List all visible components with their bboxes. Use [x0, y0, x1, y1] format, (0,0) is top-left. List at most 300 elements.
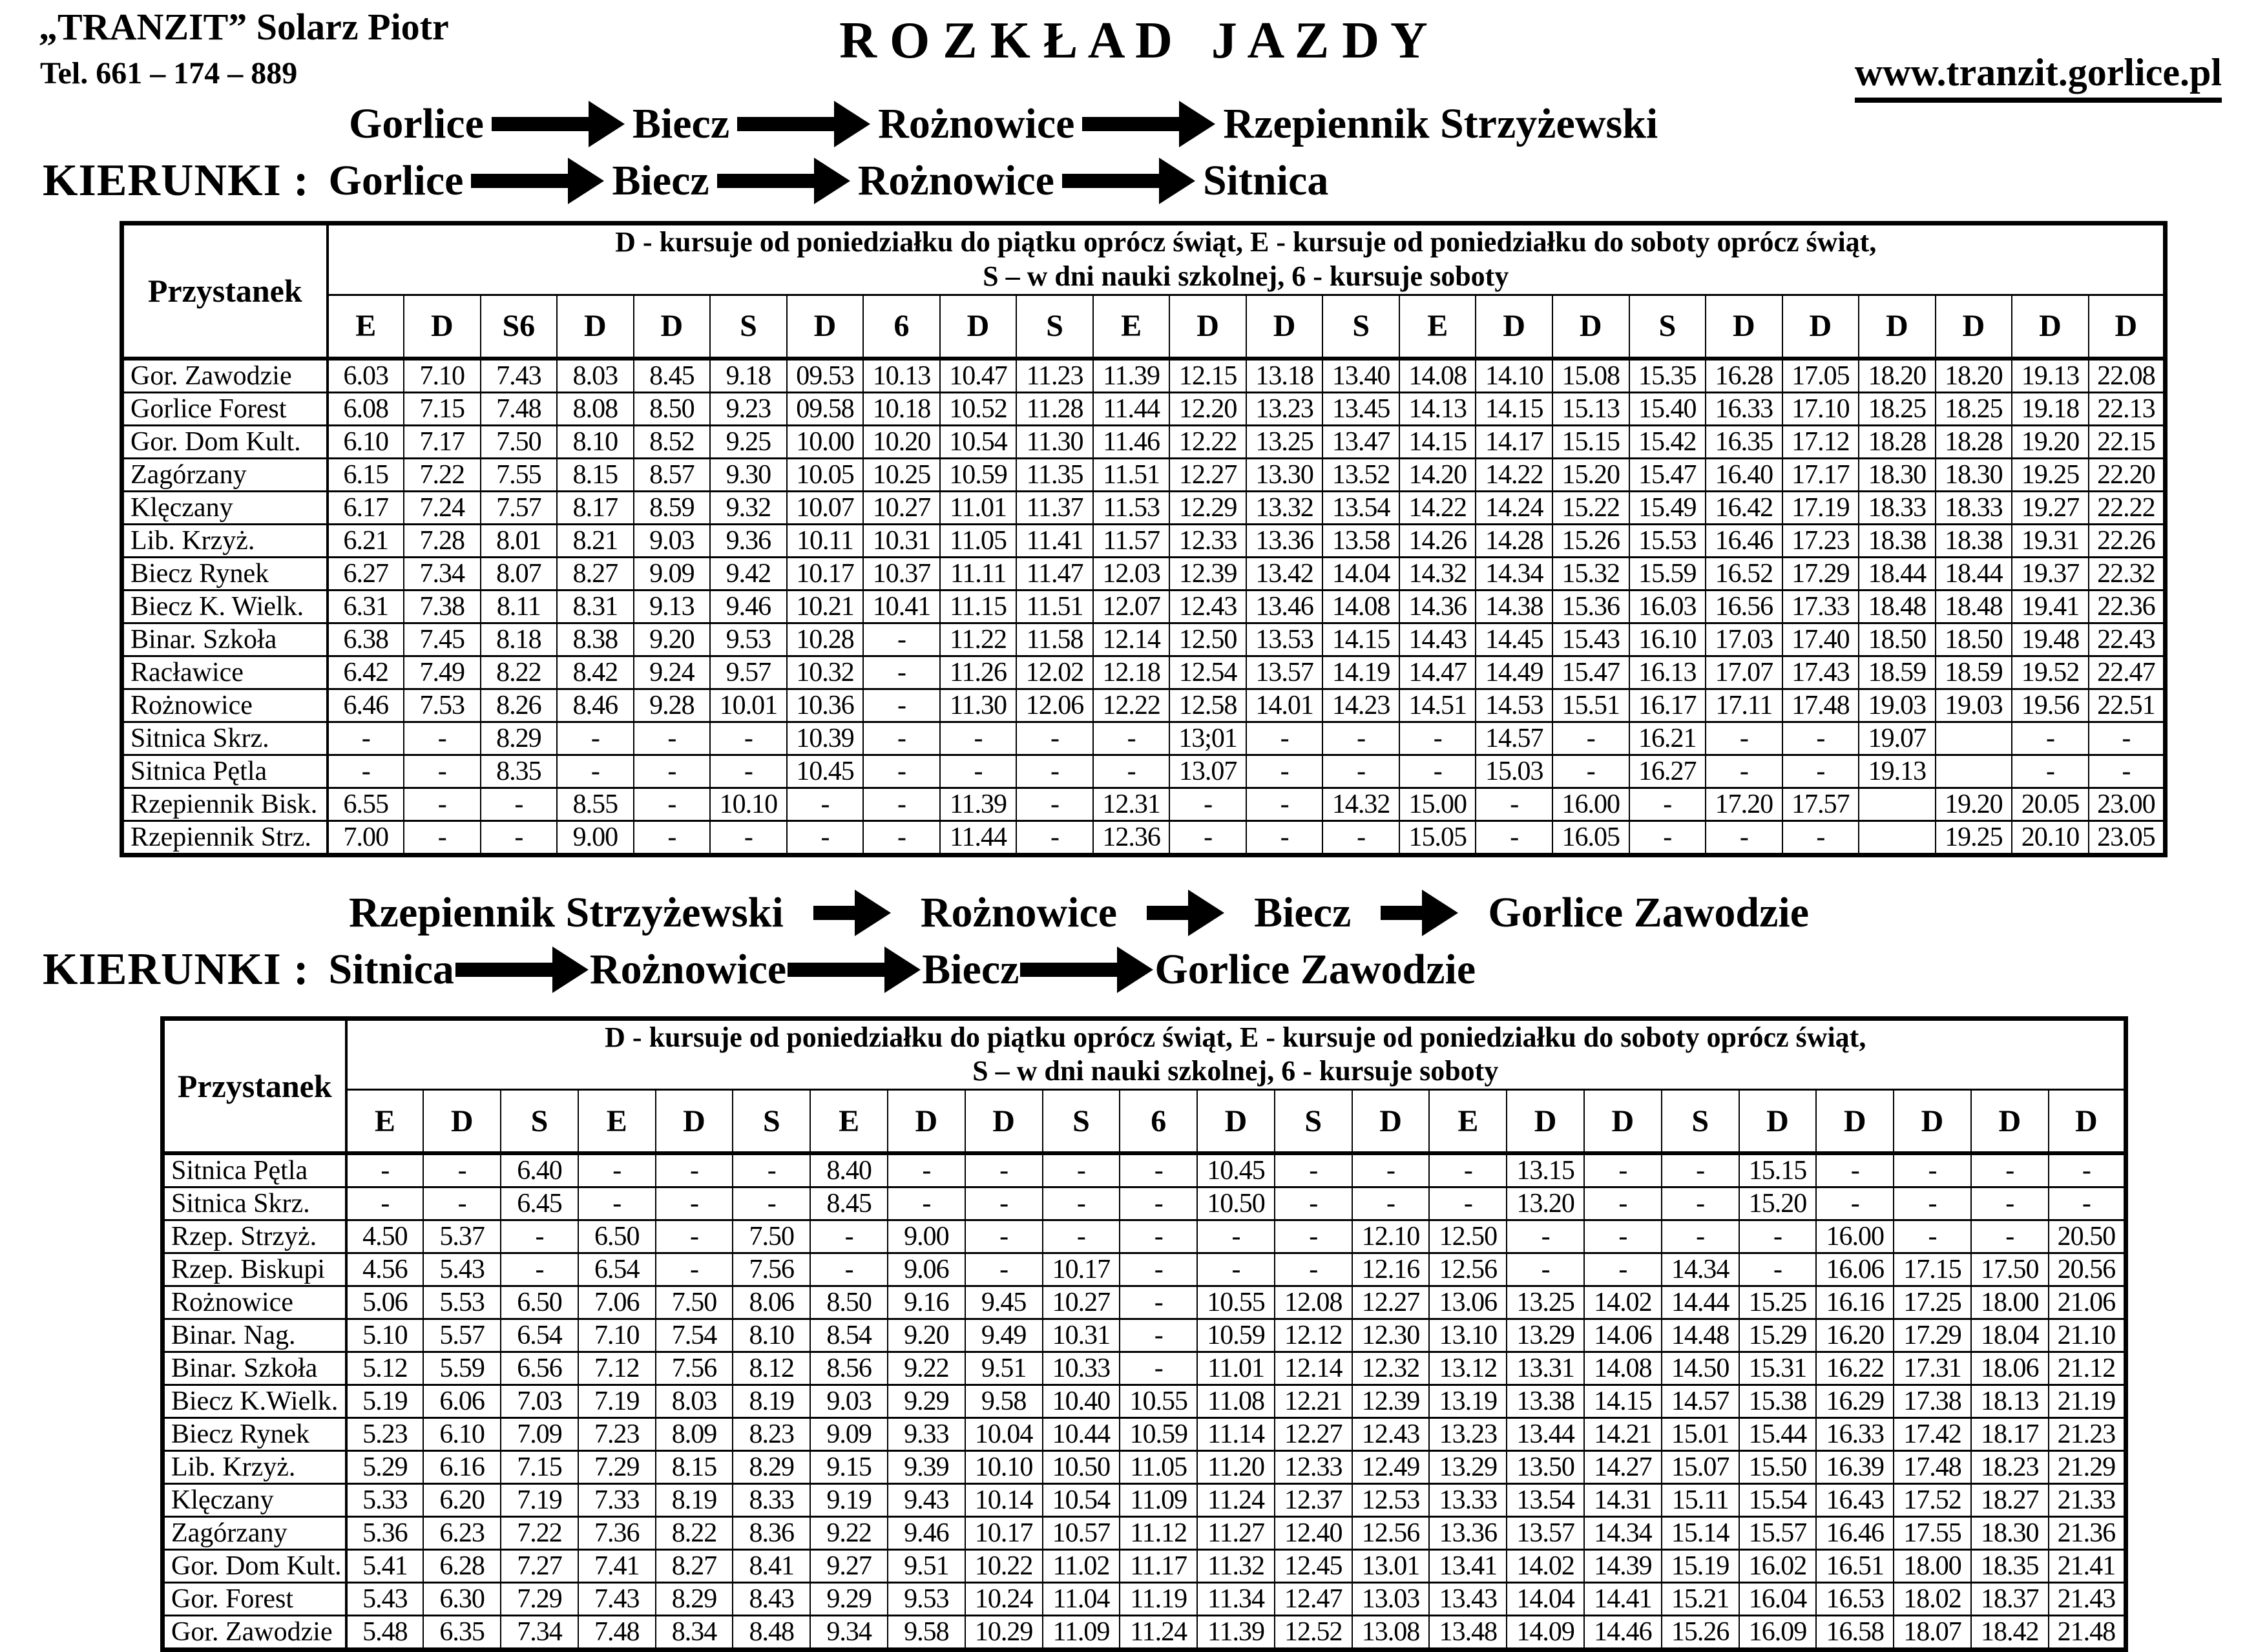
- timetable-row: [122, 590, 2166, 623]
- time-cell: 8.55: [557, 788, 634, 821]
- time-cell: 11.47: [1016, 557, 1093, 590]
- route-stop: Gorlice Zawodzie: [1488, 888, 1810, 936]
- timetable-row: [163, 1451, 2126, 1484]
- time-cell: -: [1739, 1253, 1817, 1286]
- time-cell: 5.59: [423, 1352, 501, 1385]
- time-cell: 13.31: [1507, 1352, 1584, 1385]
- time-cell: 16.28: [1706, 359, 1782, 393]
- time-cell: 17.40: [1782, 623, 1859, 656]
- time-cell: 12.45: [1275, 1550, 1352, 1583]
- timetable-row: [163, 1616, 2126, 1650]
- time-cell: -: [863, 689, 940, 722]
- stop-name: Sitnica Pętla: [163, 1153, 346, 1187]
- time-cell: 12.14: [1093, 623, 1170, 656]
- time-cell: 11.41: [1016, 524, 1093, 557]
- time-cell: 18.48: [1859, 590, 1936, 623]
- time-cell: -: [1043, 1153, 1120, 1187]
- kierunki-label: KIERUNKI :: [43, 944, 309, 994]
- time-cell: 5.43: [423, 1253, 501, 1286]
- time-cell: 16.33: [1706, 392, 1782, 425]
- time-cell: 12.33: [1169, 524, 1246, 557]
- time-cell: [1936, 755, 2012, 788]
- time-cell: -: [1246, 821, 1323, 855]
- time-cell: 12.56: [1429, 1253, 1507, 1286]
- time-cell: 14.19: [1322, 656, 1399, 689]
- time-cell: 6.28: [423, 1550, 501, 1583]
- time-cell: -: [1629, 788, 1706, 821]
- time-cell: 8.56: [810, 1352, 888, 1385]
- time-cell: 6.06: [423, 1385, 501, 1418]
- time-cell: 13.44: [1507, 1418, 1584, 1451]
- time-cell: 9.03: [810, 1385, 888, 1418]
- time-cell: 10.11: [787, 524, 864, 557]
- time-cell: 14.08: [1322, 590, 1399, 623]
- time-cell: 8.29: [733, 1451, 810, 1484]
- time-cell: 11.27: [1197, 1517, 1275, 1550]
- time-cell: 10.31: [863, 524, 940, 557]
- time-cell: 14.15: [1476, 392, 1552, 425]
- time-cell: 9.51: [888, 1550, 965, 1583]
- day-code-header: D: [1894, 1090, 1971, 1154]
- time-cell: 15.01: [1662, 1418, 1739, 1451]
- time-cell: -: [1120, 1253, 1197, 1286]
- time-cell: 14.08: [1584, 1352, 1662, 1385]
- time-cell: 16.17: [1629, 689, 1706, 722]
- time-cell: -: [1706, 722, 1782, 755]
- stop-name: Gor. Dom Kult.: [122, 425, 328, 458]
- time-cell: 9.09: [810, 1418, 888, 1451]
- timetable-row: [163, 1583, 2126, 1616]
- time-cell: 7.54: [656, 1319, 733, 1352]
- arrow-right-icon: [1381, 890, 1458, 936]
- time-cell: 8.19: [656, 1484, 733, 1517]
- time-cell: 10.07: [787, 491, 864, 524]
- timetable-row: [163, 1517, 2126, 1550]
- time-cell: 7.12: [578, 1352, 656, 1385]
- time-cell: 13.54: [1507, 1484, 1584, 1517]
- time-cell: 23.00: [2089, 788, 2166, 821]
- time-cell: 18.35: [1971, 1550, 2049, 1583]
- time-cell: 18.33: [1936, 491, 2012, 524]
- time-cell: 5.41: [346, 1550, 424, 1583]
- time-cell: 10.41: [863, 590, 940, 623]
- time-cell: 16.40: [1706, 458, 1782, 491]
- time-cell: 5.23: [346, 1418, 424, 1451]
- time-cell: 10.24: [965, 1583, 1043, 1616]
- time-cell: -: [1584, 1253, 1662, 1286]
- time-cell: 6.30: [423, 1583, 501, 1616]
- time-cell: 20.56: [2049, 1253, 2126, 1286]
- time-cell: 18.07: [1894, 1616, 1971, 1650]
- time-cell: -: [863, 623, 940, 656]
- time-cell: 18.30: [1859, 458, 1936, 491]
- legend-line-1: D - kursuje od poniedziałku do piątku oprócz świąt, E - kursuje od poniedziałku do soboty oprócz świąt,: [605, 1021, 1866, 1053]
- route-stop: Sitnica: [1202, 157, 1329, 204]
- time-cell: 5.37: [423, 1220, 501, 1253]
- time-cell: 10.20: [863, 425, 940, 458]
- time-cell: 6.10: [328, 425, 404, 458]
- time-cell: 13.15: [1507, 1153, 1584, 1187]
- time-cell: 13.12: [1429, 1352, 1507, 1385]
- time-cell: 13.29: [1507, 1319, 1584, 1352]
- time-cell: 16.09: [1739, 1616, 1817, 1650]
- time-cell: 12.49: [1352, 1451, 1430, 1484]
- stop-name: Racławice: [122, 656, 328, 689]
- time-cell: -: [1120, 1187, 1197, 1220]
- time-cell: -: [1120, 1319, 1197, 1352]
- time-cell: -: [656, 1187, 733, 1220]
- time-cell: 15.15: [1552, 425, 1629, 458]
- page-header: [0, 0, 2267, 97]
- time-cell: 9.51: [965, 1352, 1043, 1385]
- time-cell: 21.48: [2049, 1616, 2126, 1650]
- day-code-header: D: [423, 1090, 501, 1154]
- time-cell: -: [1197, 1220, 1275, 1253]
- time-cell: -: [1662, 1220, 1739, 1253]
- time-cell: 8.22: [481, 656, 558, 689]
- time-cell: 8.03: [557, 359, 634, 393]
- time-cell: 18.42: [1971, 1616, 2049, 1650]
- time-cell: -: [1662, 1187, 1739, 1220]
- route-stop: Rożnowice: [589, 945, 787, 993]
- stop-name: Gor. Zawodzie: [122, 359, 328, 393]
- time-cell: 7.29: [578, 1451, 656, 1484]
- time-cell: 20.50: [2049, 1220, 2126, 1253]
- time-cell: 22.13: [2089, 392, 2166, 425]
- time-cell: -: [710, 821, 787, 855]
- timetable-row: [163, 1418, 2126, 1451]
- time-cell: -: [1507, 1253, 1584, 1286]
- time-cell: -: [1043, 1187, 1120, 1220]
- time-cell: 12.50: [1169, 623, 1246, 656]
- kierunki-line-return: [43, 940, 2267, 999]
- time-cell: 18.59: [1859, 656, 1936, 689]
- time-cell: 9.29: [888, 1385, 965, 1418]
- time-cell: 14.36: [1399, 590, 1476, 623]
- time-cell: 12.52: [1275, 1616, 1352, 1650]
- time-cell: -: [423, 1187, 501, 1220]
- time-cell: 18.25: [1936, 392, 2012, 425]
- time-cell: 8.40: [810, 1153, 888, 1187]
- time-cell: -: [1399, 722, 1476, 755]
- time-cell: 12.36: [1093, 821, 1170, 855]
- stop-name: Rzepiennik Strz.: [122, 821, 328, 855]
- time-cell: 19.41: [2012, 590, 2089, 623]
- time-cell: 16.02: [1739, 1550, 1817, 1583]
- time-cell: 6.23: [423, 1517, 501, 1550]
- time-cell: 7.27: [501, 1550, 578, 1583]
- time-cell: 17.03: [1706, 623, 1782, 656]
- time-cell: 6.54: [501, 1319, 578, 1352]
- time-cell: 11.01: [940, 491, 1017, 524]
- time-cell: 16.53: [1816, 1583, 1894, 1616]
- time-cell: 18.33: [1859, 491, 1936, 524]
- time-cell: 9.20: [888, 1319, 965, 1352]
- time-cell: 19.18: [2012, 392, 2089, 425]
- time-cell: -: [1507, 1220, 1584, 1253]
- route-stop: Rożnowice: [857, 157, 1054, 204]
- time-cell: 19.52: [2012, 656, 2089, 689]
- time-cell: 09.53: [787, 359, 864, 393]
- time-cell: 14.02: [1507, 1550, 1584, 1583]
- legend-line-2: S – w dni nauki szkolnej, 6 - kursuje soboty: [972, 1055, 1499, 1087]
- time-cell: 12.33: [1275, 1451, 1352, 1484]
- time-cell: 12.07: [1093, 590, 1170, 623]
- arrow-right-icon: [455, 946, 589, 993]
- time-cell: 16.46: [1706, 524, 1782, 557]
- time-cell: -: [578, 1187, 656, 1220]
- time-cell: 10.31: [1043, 1319, 1120, 1352]
- time-cell: 16.05: [1552, 821, 1629, 855]
- stop-name: Binar. Szkoła: [122, 623, 328, 656]
- time-cell: 12.08: [1275, 1286, 1352, 1319]
- time-cell: 10.28: [787, 623, 864, 656]
- time-cell: 15.26: [1662, 1616, 1739, 1650]
- time-cell: 15.26: [1552, 524, 1629, 557]
- time-cell: 17.15: [1894, 1253, 1971, 1286]
- time-cell: -: [1894, 1220, 1971, 1253]
- time-cell: 13.23: [1246, 392, 1323, 425]
- day-code-header: D: [1584, 1090, 1662, 1154]
- time-cell: 7.53: [404, 689, 481, 722]
- time-cell: 12.31: [1093, 788, 1170, 821]
- time-cell: 4.56: [346, 1253, 424, 1286]
- time-cell: 6.03: [328, 359, 404, 393]
- time-cell: 7.48: [481, 392, 558, 425]
- arrow-right-icon: [492, 101, 625, 147]
- time-cell: 18.17: [1971, 1418, 2049, 1451]
- time-cell: -: [2049, 1187, 2126, 1220]
- time-cell: 18.44: [1936, 557, 2012, 590]
- time-cell: 6.46: [328, 689, 404, 722]
- time-cell: 15.21: [1662, 1583, 1739, 1616]
- time-cell: 9.49: [965, 1319, 1043, 1352]
- stop-name: Zagórzany: [163, 1517, 346, 1550]
- time-cell: 15.20: [1552, 458, 1629, 491]
- time-cell: 15.47: [1629, 458, 1706, 491]
- time-cell: 12.18: [1093, 656, 1170, 689]
- time-cell: 17.29: [1782, 557, 1859, 590]
- arrow-right-icon: [737, 101, 870, 147]
- time-cell: 15.25: [1739, 1286, 1817, 1319]
- page-title: R O Z K Ł A D J A Z D Y: [839, 12, 1428, 69]
- time-cell: -: [1816, 1153, 1894, 1187]
- time-cell: 13.41: [1429, 1550, 1507, 1583]
- time-cell: 11.19: [1120, 1583, 1197, 1616]
- time-cell: -: [328, 755, 404, 788]
- timetable-row: [163, 1153, 2126, 1187]
- time-cell: -: [1120, 1352, 1197, 1385]
- stop-column-header: Przystanek: [122, 224, 328, 359]
- time-cell: 13.45: [1322, 392, 1399, 425]
- time-cell: 11.05: [1120, 1451, 1197, 1484]
- time-cell: -: [1629, 821, 1706, 855]
- time-cell: 18.30: [1971, 1517, 2049, 1550]
- time-cell: 10.27: [863, 491, 940, 524]
- time-cell: 19.03: [1859, 689, 1936, 722]
- time-cell: 7.38: [404, 590, 481, 623]
- day-code-header: S: [1275, 1090, 1352, 1154]
- stop-name: Rzepiennik Bisk.: [122, 788, 328, 821]
- time-cell: 8.19: [733, 1385, 810, 1418]
- time-cell: 9.42: [710, 557, 787, 590]
- time-cell: 13.42: [1246, 557, 1323, 590]
- time-cell: 9.58: [965, 1385, 1043, 1418]
- time-cell: 12.39: [1169, 557, 1246, 590]
- time-cell: -: [863, 788, 940, 821]
- time-cell: 14.09: [1507, 1616, 1584, 1650]
- time-cell: 9.22: [888, 1352, 965, 1385]
- time-cell: 5.29: [346, 1451, 424, 1484]
- time-cell: 6.17: [328, 491, 404, 524]
- time-cell: 13.46: [1246, 590, 1323, 623]
- phone-number: Tel. 661 – 174 – 889: [40, 56, 298, 90]
- time-cell: -: [965, 1187, 1043, 1220]
- time-cell: 6.16: [423, 1451, 501, 1484]
- time-cell: 18.25: [1859, 392, 1936, 425]
- time-cell: -: [1552, 722, 1629, 755]
- time-cell: 17.20: [1706, 788, 1782, 821]
- time-cell: 10.59: [940, 458, 1017, 491]
- time-cell: 22.22: [2089, 491, 2166, 524]
- day-code-header: D: [1197, 1090, 1275, 1154]
- time-cell: 10.55: [1197, 1286, 1275, 1319]
- time-cell: 11.39: [940, 788, 1017, 821]
- time-cell: 8.11: [481, 590, 558, 623]
- time-cell: -: [2012, 755, 2089, 788]
- time-cell: 12.39: [1352, 1385, 1430, 1418]
- time-cell: 11.12: [1120, 1517, 1197, 1550]
- time-cell: 7.09: [501, 1418, 578, 1451]
- time-cell: 22.20: [2089, 458, 2166, 491]
- time-cell: -: [888, 1187, 965, 1220]
- time-cell: 13.08: [1352, 1616, 1430, 1650]
- time-cell: 5.12: [346, 1352, 424, 1385]
- time-cell: 8.18: [481, 623, 558, 656]
- time-cell: 9.45: [965, 1286, 1043, 1319]
- timetable-row: [122, 623, 2166, 656]
- time-cell: -: [1706, 755, 1782, 788]
- time-cell: 10.29: [965, 1616, 1043, 1650]
- stop-name: Biecz K. Wielk.: [122, 590, 328, 623]
- stop-name: Biecz Rynek: [122, 557, 328, 590]
- time-cell: 17.19: [1782, 491, 1859, 524]
- time-cell: 9.57: [710, 656, 787, 689]
- timetable-row: [163, 1220, 2126, 1253]
- time-cell: -: [481, 821, 558, 855]
- stop-name: Zagórzany: [122, 458, 328, 491]
- time-cell: 11.34: [1197, 1583, 1275, 1616]
- day-code-header: 6: [1120, 1090, 1197, 1154]
- time-cell: -: [2012, 722, 2089, 755]
- time-cell: 16.03: [1629, 590, 1706, 623]
- time-cell: 14.45: [1476, 623, 1552, 656]
- day-code-header: D: [787, 295, 864, 359]
- day-code-header: S6: [481, 295, 558, 359]
- time-cell: 7.45: [404, 623, 481, 656]
- time-cell: 16.43: [1816, 1484, 1894, 1517]
- time-cell: -: [1275, 1220, 1352, 1253]
- arrow-right-icon: [471, 158, 604, 204]
- time-cell: 10.57: [1043, 1517, 1120, 1550]
- time-cell: -: [1016, 722, 1093, 755]
- time-cell: 14.43: [1399, 623, 1476, 656]
- time-cell: -: [328, 722, 404, 755]
- time-cell: 14.21: [1584, 1418, 1662, 1451]
- time-cell: 6.40: [501, 1153, 578, 1187]
- time-cell: 12.37: [1275, 1484, 1352, 1517]
- arrow-right-icon: [717, 158, 850, 204]
- time-cell: 18.00: [1894, 1550, 1971, 1583]
- time-cell: 18.38: [1936, 524, 2012, 557]
- time-cell: 9.30: [710, 458, 787, 491]
- time-cell: 11.05: [940, 524, 1017, 557]
- time-cell: 21.29: [2049, 1451, 2126, 1484]
- time-cell: 19.37: [2012, 557, 2089, 590]
- time-cell: 9.24: [634, 656, 711, 689]
- time-cell: 6.35: [423, 1616, 501, 1650]
- time-cell: 13.20: [1507, 1187, 1584, 1220]
- time-cell: -: [557, 755, 634, 788]
- time-cell: -: [1971, 1153, 2049, 1187]
- day-code-header: D: [557, 295, 634, 359]
- time-cell: 13.58: [1322, 524, 1399, 557]
- time-cell: 21.06: [2049, 1286, 2126, 1319]
- time-cell: 21.10: [2049, 1319, 2126, 1352]
- time-cell: 22.47: [2089, 656, 2166, 689]
- time-cell: 12.03: [1093, 557, 1170, 590]
- time-cell: 15.29: [1739, 1319, 1817, 1352]
- time-cell: 9.00: [557, 821, 634, 855]
- time-cell: 15.08: [1552, 359, 1629, 393]
- time-cell: 14.17: [1476, 425, 1552, 458]
- time-cell: 7.19: [578, 1385, 656, 1418]
- stop-name: Rożnowice: [122, 689, 328, 722]
- time-cell: 15.13: [1552, 392, 1629, 425]
- time-cell: 13.40: [1322, 359, 1399, 393]
- time-cell: 14.24: [1476, 491, 1552, 524]
- time-cell: 16.13: [1629, 656, 1706, 689]
- time-cell: 16.00: [1816, 1220, 1894, 1253]
- time-cell: 7.15: [501, 1451, 578, 1484]
- time-cell: -: [481, 788, 558, 821]
- time-cell: 13.50: [1507, 1451, 1584, 1484]
- time-cell: 11.58: [1016, 623, 1093, 656]
- time-cell: 14.48: [1662, 1319, 1739, 1352]
- time-cell: 13.38: [1507, 1385, 1584, 1418]
- time-cell: 15.31: [1739, 1352, 1817, 1385]
- time-cell: 8.45: [810, 1187, 888, 1220]
- time-cell: 18.50: [1859, 623, 1936, 656]
- day-code-header: E: [328, 295, 404, 359]
- time-cell: -: [1016, 821, 1093, 855]
- time-cell: 15.54: [1739, 1484, 1817, 1517]
- time-cell: 10.17: [787, 557, 864, 590]
- time-cell: 13.36: [1429, 1517, 1507, 1550]
- time-cell: 14.04: [1322, 557, 1399, 590]
- time-cell: 5.43: [346, 1583, 424, 1616]
- time-cell: 15.15: [1739, 1153, 1817, 1187]
- time-cell: -: [1429, 1153, 1507, 1187]
- time-cell: 7.50: [733, 1220, 810, 1253]
- day-code-header: D: [940, 295, 1017, 359]
- time-cell: 10.00: [787, 425, 864, 458]
- time-cell: -: [1322, 722, 1399, 755]
- time-cell: 19.13: [2012, 359, 2089, 393]
- time-cell: 10.33: [1043, 1352, 1120, 1385]
- time-cell: 8.35: [481, 755, 558, 788]
- time-cell: 18.37: [1971, 1583, 2049, 1616]
